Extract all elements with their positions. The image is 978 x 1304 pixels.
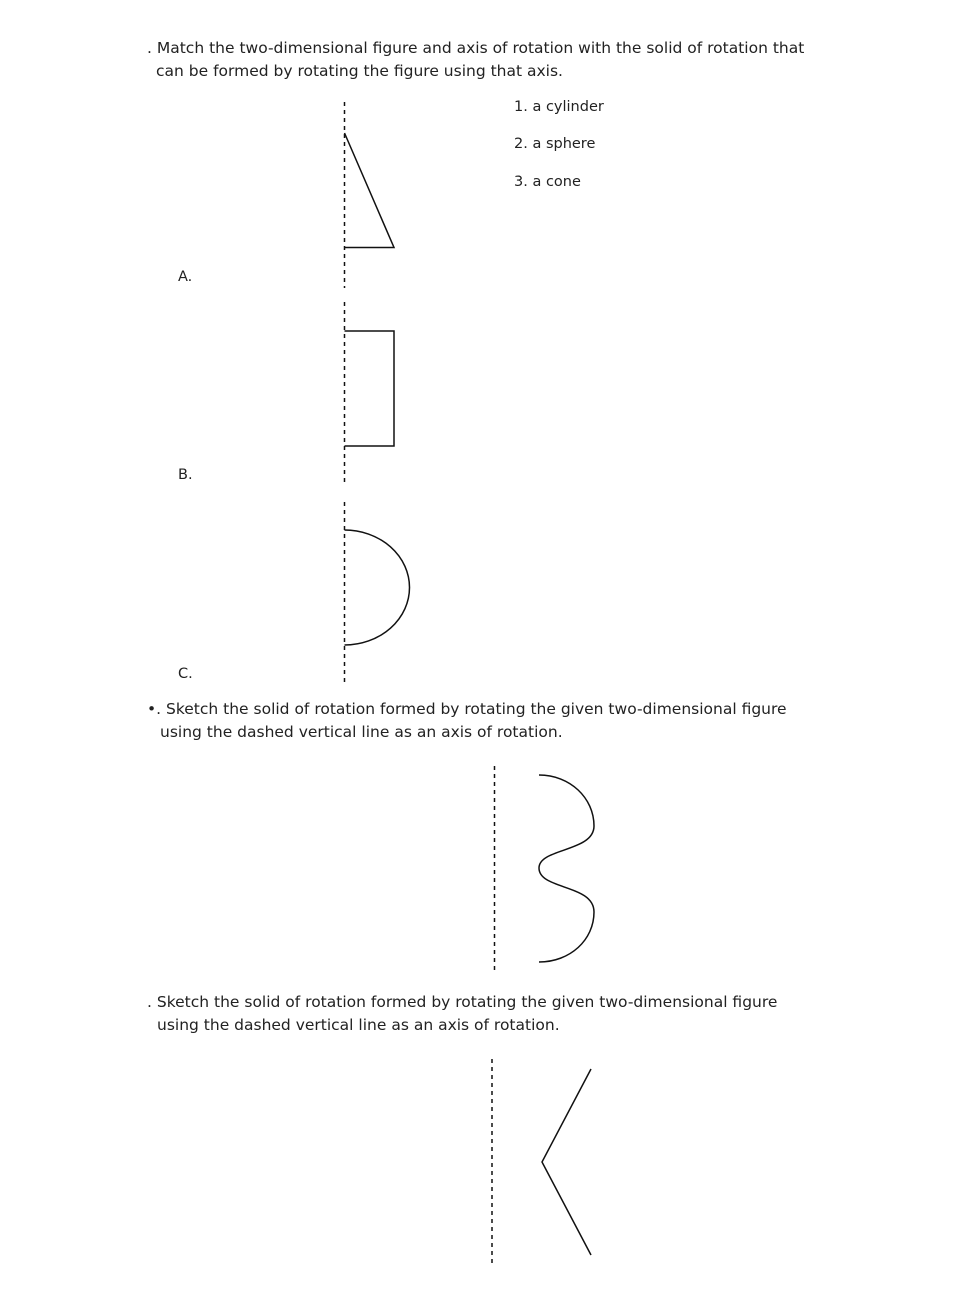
problem-3-text-line-1: . Sketch the solid of rotation formed by rotating the given two-dimensional figure <box>147 993 778 1011</box>
figure-b-rectangle <box>345 302 395 486</box>
figure-c-semicircle <box>345 502 410 685</box>
rectangle-shape <box>345 331 395 446</box>
triangle-shape <box>345 133 395 248</box>
problem-2-text-line-2: using the dashed vertical line as an axis of rotation. <box>160 723 563 741</box>
wavy-curve-shape <box>539 775 594 962</box>
figure-a-triangle <box>345 102 395 288</box>
problem-2-text-line-1: •. Sketch the solid of rotation formed by rotating the given two-dimensional figure <box>147 700 787 718</box>
figure-label-a: A. <box>178 269 193 285</box>
figure-label-c: C. <box>178 666 193 682</box>
problem-3-figure <box>492 1059 591 1266</box>
angle-shape <box>542 1069 591 1255</box>
problem-1-text-line-1: . Match the two-dimensional figure and axis of rotation with the solid of rotation that <box>147 39 805 57</box>
problem-1-text-line-2: can be formed by rotating the figure using that axis. <box>156 62 563 80</box>
option-cone: 3. a cone <box>514 174 581 190</box>
semicircle-shape <box>345 530 410 645</box>
option-cylinder: 1. a cylinder <box>514 99 604 115</box>
figure-label-b: B. <box>178 467 193 483</box>
option-sphere: 2. a sphere <box>514 136 596 152</box>
problem-3-text-line-2: using the dashed vertical line as an axis of rotation. <box>157 1016 560 1034</box>
problem-2-figure <box>495 766 595 972</box>
